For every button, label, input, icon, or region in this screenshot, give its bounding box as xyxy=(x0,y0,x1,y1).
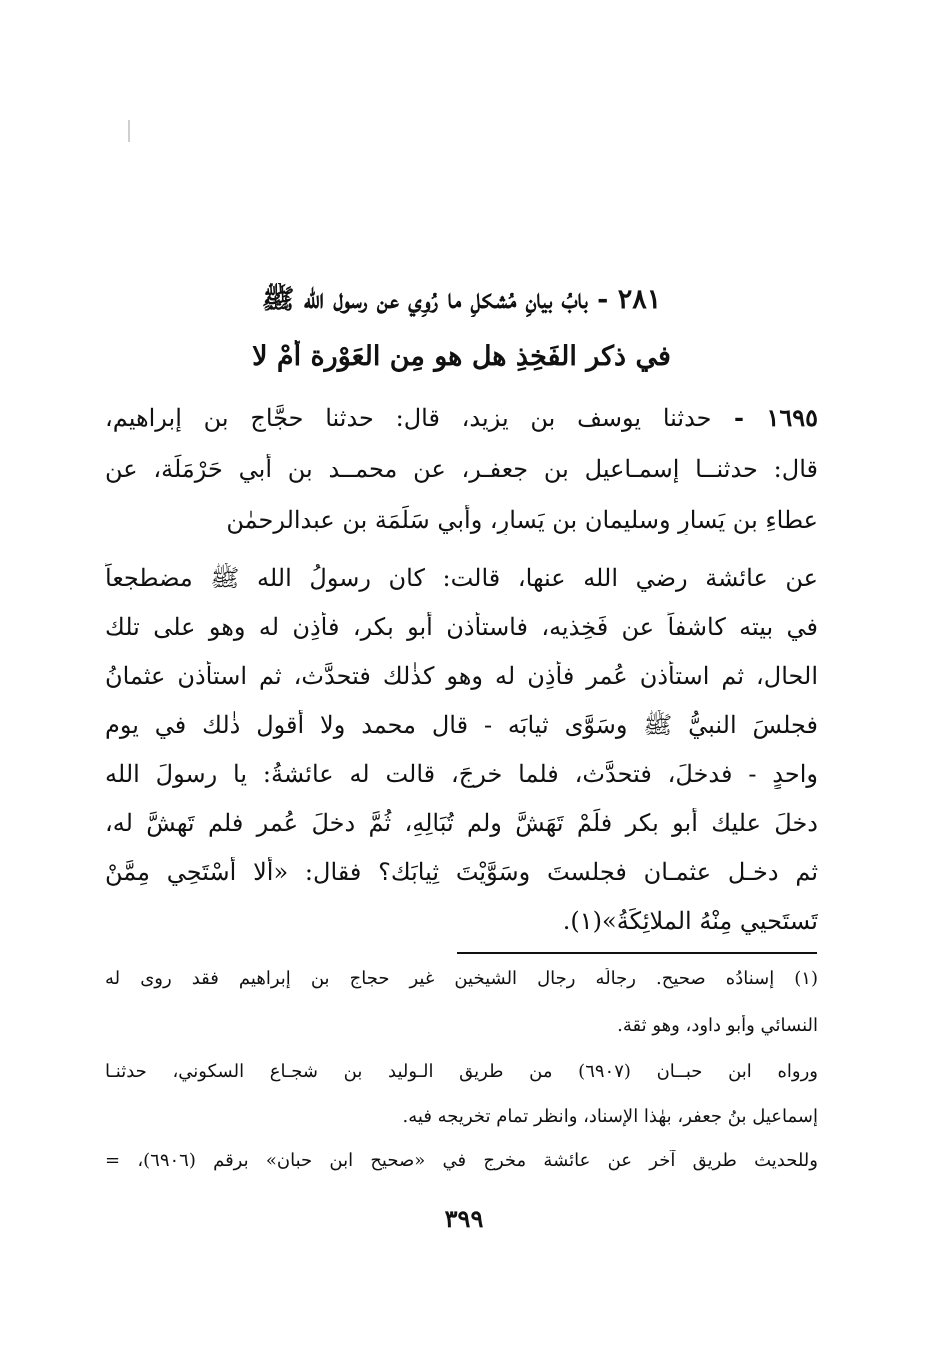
chapter-title-line-1: ٢٨١ - بابُ بيانِ مُشكلِ ما رُوِي عن رسول الله ﷺ xyxy=(261,284,662,315)
footnote-line-4: إسماعيل بنُ جعفر، بهٰذا الإسناد، وانظر تمام تخريجه فيه. xyxy=(402,1106,818,1127)
matn-line-7: ثم دخـل عثمـان فجلستَ وسَوَّيْتَ ثِيابَك؟ فقال: «ألا أَسْتَحِي مِمَّنْ xyxy=(105,858,818,886)
chapter-title-line-2: في ذكر الفَخِذِ هل هو مِن العَوْرة أمْ لا xyxy=(252,341,671,372)
footnote-line-3: ورواه ابن حبــان (٦٩٠٧) من طريق الـوليد بن شجـاع السكوني، حدثنـا xyxy=(105,1061,818,1082)
isnad-line-1: ١٦٩٥ - حدثنا يوسف بن يزيد، قال: حدثنا حجَّاج بن إبراهيم، xyxy=(105,403,818,432)
isnad-line-3: عطاءِ بن يَسارٍ وسليمان بن يَسارٍ، وأبي سَلَمَة بن عبدالرحمٰن xyxy=(226,506,818,534)
footnote-separator xyxy=(457,952,817,954)
footnote-line-5: وللحديث طريق آخر عن عائشة مخرج في «صحيح ابن حبان» برقم (٦٩٠٦)، = xyxy=(105,1150,818,1171)
footnote-line-2: النسائي وأبو داود، وهو ثقة. xyxy=(617,1015,818,1036)
matn-line-6: دخلَ عليك أبو بكر فلَمْ تَهَشَّ ولم تُبَالِهِ، ثُمَّ دخلَ عُمر فلم تَهشَّ له، xyxy=(105,809,818,837)
matn-line-2: في بيته كاشفاً عن فَخِذيه، فاستأذن أبو بكر، فأذِن له وهو على تلك xyxy=(105,613,818,641)
hadith-number: ١٦٩٥ - xyxy=(711,403,818,432)
matn-line-5: واحدٍ - فدخلَ، فتحدَّث، فلما خرجَ، قالت له عائشةُ: يا رسولَ الله xyxy=(105,760,818,788)
page-number: ٣٩٩ xyxy=(444,1204,484,1233)
matn-line-3: الحال، ثم استأذن عُمر فأذِن له وهو كذٰلك فتحدَّث، ثم استأذن عثمانُ xyxy=(105,662,818,690)
matn-line-8: تَستَحيي مِنْهُ الملائِكَةُ»(١). xyxy=(562,907,818,935)
isnad-line-2: قال: حدثنــا إسمـاعيل بن جعفـر، عن محمــد بن أبي حَرْمَلَة، عن xyxy=(105,455,818,483)
footnote-line-1: (١) إسنادُه صحيح. رجالُه رجال الشيخين غير حجاج بن إبراهيم فقد روى له xyxy=(105,968,818,989)
matn-line-4: فجلسَ النبيُّ ﷺ وسَوَّى ثيابَه - قال محمد ولا أقول ذٰلك في يومٍ xyxy=(105,711,818,739)
matn-line-1: عن عائشة رضي الله عنها، قالت: كان رسولُ الله ﷺ مضطجعاً xyxy=(105,564,818,592)
scan-mark xyxy=(128,120,130,142)
